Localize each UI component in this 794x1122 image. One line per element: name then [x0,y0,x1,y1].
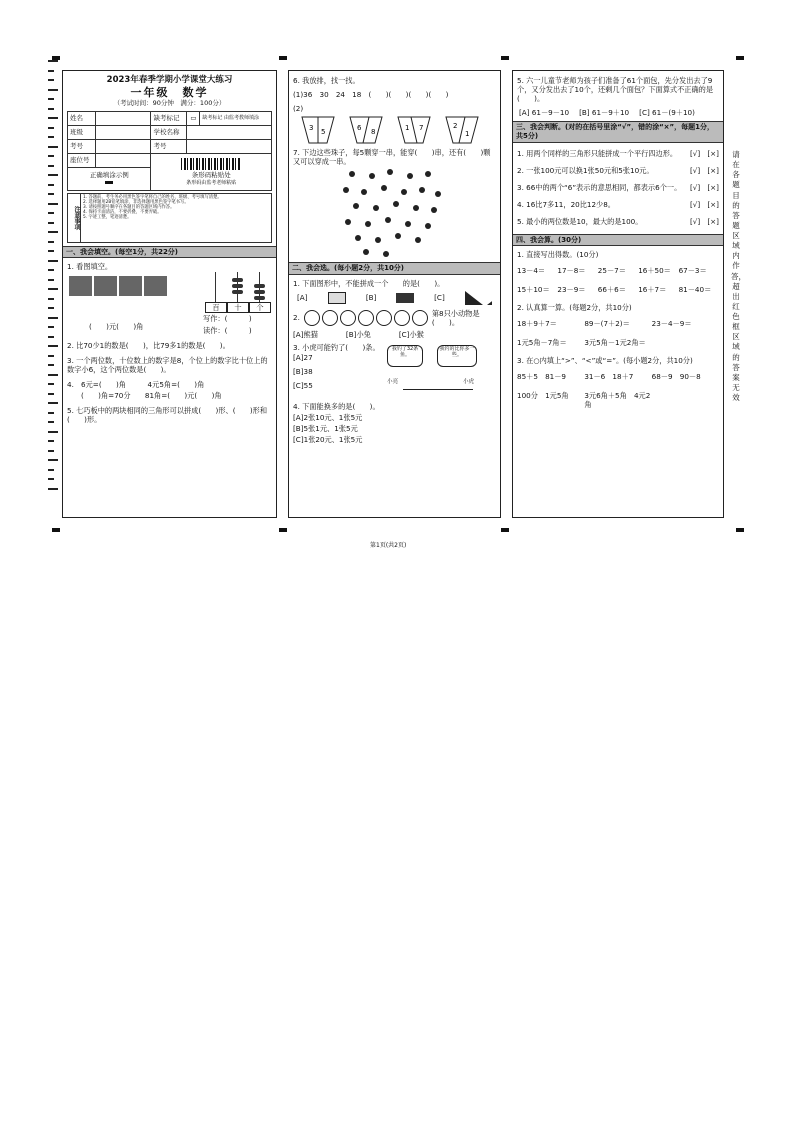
number-cards [301,116,500,144]
absent-box[interactable]: ▭ [187,111,200,125]
school-label: 学校名称 [151,125,187,139]
column-1 [62,70,277,518]
judge-marks[interactable]: [√] [×] [689,148,719,158]
column-3 [512,70,724,518]
timing-mark [48,241,54,243]
judge-text: 1. 用两个同样的三角形只能拼成一个平行四边形。 [517,148,678,158]
calc-item[interactable]: 85＋5 81－9 [517,372,567,382]
svg-text:8: 8 [371,128,376,136]
animal-icon [412,310,428,326]
calc-item[interactable]: 31－6 18＋7 [584,372,634,382]
timing-mark [48,117,58,119]
timing-mark [48,345,58,347]
timing-mark [48,421,54,423]
timing-mark [48,307,54,309]
bead [387,169,393,175]
filled-sample-icon [105,181,113,184]
answer-sheet [46,52,752,534]
calc-item[interactable]: 18＋9＋7＝ [517,319,557,329]
banknote-image [94,276,117,296]
name-xiaoliang: 小亮 [387,378,399,385]
speech-bubble-2: 我钓的比你多一些。 [437,345,477,367]
calc-item[interactable]: 16＋7＝ [638,285,667,295]
timing-mark [48,212,54,214]
option-b[interactable]: [B] [365,293,377,303]
banknote-image [69,276,92,296]
trapezoid-card [445,116,479,144]
select-3: 3. 小虎可能钓了( )条。 [293,342,380,352]
option-a4[interactable]: [A]2张10元、1张5元 [293,412,363,422]
judge-text: 4. 16比7多11，20比12少8。 [517,199,615,209]
question-1: 1. 看图填空。 [67,262,113,272]
judge-marks[interactable]: [√] [×] [689,165,719,175]
column-2 [288,70,501,518]
page-footer: 第1页(共2页) [370,542,407,549]
calc-item[interactable]: 16＋50＝ [638,266,671,276]
timing-mark [48,317,58,319]
money-answer[interactable]: ( )元( )角 [89,322,144,332]
question-4b[interactable]: ( )角=70分 81角=( )元( )角 [81,391,222,401]
timing-mark [48,288,58,290]
calc-item[interactable]: 13－4＝ [517,266,546,276]
corner-mark [501,56,509,60]
timing-mark [48,165,54,167]
option-rabbit[interactable]: [B]小兔 [345,329,371,339]
judge-marks[interactable]: [√] [×] [689,182,719,192]
svg-text:2: 2 [453,122,458,130]
question-4a[interactable]: 4. 6元=( )角 4元5角=( )角 [67,380,205,390]
timing-mark [48,136,54,138]
timing-mark [48,79,54,81]
notice-box [67,193,272,243]
timing-mark [48,127,54,129]
calc-2: 2. 认真算一算。(每题2分，共10分) [517,303,632,313]
timing-mark [48,146,58,148]
bead [435,191,441,197]
bead [393,201,399,207]
animal-icon [376,310,392,326]
timing-mark [48,412,54,414]
bead [375,237,381,243]
svg-text:7: 7 [419,124,424,132]
select-4: 4. 下面能换多的是( )。 [293,401,380,411]
calc-item[interactable]: 67－3＝ [678,266,707,276]
bread-options [519,108,717,117]
corner-mark [279,56,287,60]
question-2[interactable]: 2. 比70少1的数是( )，比79多1的数是( )。 [67,341,230,351]
bead [425,223,431,229]
timing-mark [48,231,58,233]
svg-text:3: 3 [309,124,314,132]
seal-label: 缺考标记 [151,111,187,125]
name-field[interactable] [96,111,151,125]
calc-item[interactable]: 25－7＝ [597,266,626,276]
shape-a-icon [328,292,346,304]
section-1-title: 一、我会填空。(每空1分，共22分) [63,246,276,259]
class-label: 班级 [68,125,96,139]
sample-label: 正确填涂示例 [89,170,129,179]
bead [363,249,369,255]
student-info-table [67,111,272,191]
school-field[interactable] [187,125,272,139]
corner-mark [52,528,60,532]
bead [381,185,387,191]
calc-item[interactable]: 3元6角＋5角 4元2角 [584,391,651,410]
bead [407,173,413,179]
seat-label: 座位号 [68,153,96,167]
corner-mark [279,528,287,532]
bead [345,219,351,225]
svg-text:6: 6 [357,124,362,132]
seat-field[interactable] [96,153,151,167]
bead [405,221,411,227]
exam-subject: 一年级 数学 [130,85,209,99]
timing-mark [48,326,54,328]
bead [365,221,371,227]
question-3[interactable]: 3. 一个两位数，十位数上的数字是8，个位上的数字比十位上的数字小6，这个两位数是( )。 [67,356,268,375]
timing-mark [48,174,58,176]
timing-mark [48,402,58,404]
sequence-2-label: (2) [293,104,304,113]
exam-title: 2023年春季学期小学课堂大练习 [106,75,233,85]
judge-text: 2. 一张100元可以换1张50元和5张10元。 [517,165,654,175]
trapezoid-card [349,116,383,144]
question-5[interactable]: 5. 七巧板中的两块相同的三角形可以拼成( )形、( )形和( )形。 [67,406,268,425]
timing-mark [48,70,54,72]
timing-mark [48,459,58,461]
abacus-tens: 十 [227,302,249,313]
corner-mark [501,528,509,532]
select-2-options [293,330,496,339]
calc-item[interactable]: 1元5角－7角＝ [517,338,567,348]
animal-icon [340,310,356,326]
calc-1-grid [517,266,719,294]
bead [355,235,361,241]
timing-mark [48,89,58,91]
calc-item[interactable]: 23－4－9＝ [651,319,692,329]
bead [425,171,431,177]
timing-mark [48,364,54,366]
banknote-image [119,276,142,296]
timing-mark [48,193,54,195]
abacus [205,272,271,316]
exam-no2-field[interactable] [187,139,272,153]
calc-item[interactable]: 89－(7＋2)＝ [584,319,630,329]
timing-mark [48,279,54,281]
speech-bubble-1: 我钓了32条鱼。 [387,345,423,367]
timing-marks [46,60,60,500]
calc-item[interactable]: 100分 1元5角 [517,391,569,401]
judge-row [513,164,723,177]
section-2-title: 二、我会选。(每小题2分，共10分) [289,262,500,275]
option-c5[interactable]: [C] 61－(9＋10) [639,108,695,117]
side-note: 请在各题目的答题区域内作答，超出红色框区域的答案无效 [731,150,746,402]
exam-no-field[interactable] [96,139,151,153]
bead [353,203,359,209]
animal-icon [394,310,410,326]
timing-mark [48,108,54,110]
judge-list [513,147,723,228]
judge-row [513,198,723,211]
judge-marks[interactable]: [√] [×] [689,216,719,226]
judge-text: 3. 66中的两个“6”表示的意思相同，都表示6个一。 [517,182,682,192]
banknote-image [144,276,167,296]
sequence-row[interactable]: (1)36 30 24 18 ( )( )( )( ) [293,90,449,99]
option-a5[interactable]: [A] 61－9－10 [519,108,570,117]
bead [369,173,375,179]
calc-3-grid [517,372,719,409]
trapezoid-card [301,116,335,144]
bead [395,233,401,239]
barcode-icon [181,158,241,170]
bead [431,207,437,213]
timing-mark [48,440,54,442]
svg-text:5: 5 [321,128,326,136]
timing-mark [48,469,54,471]
animal-icon [304,310,320,326]
exam-no-label: 考号 [68,139,96,153]
section-3-title: 三、我会判断。(对的在括号里涂“√”，错的涂“×”，每题1分，共5分) [513,121,723,143]
option-55[interactable]: [C]55 [293,380,313,390]
timing-mark [48,260,58,262]
timing-mark [48,184,54,186]
question-7[interactable]: 7. 下边这些珠子，每5颗穿一串，能穿( )串，还有( )颗又可以穿成一串。 [293,148,491,166]
beads-figure [339,167,500,259]
barcode-note: 条形码由监考老师粘贴 [186,179,237,186]
timing-mark [48,393,54,395]
section-4-title: 四、我会算。(30分) [513,234,723,247]
shape-b-icon [396,293,414,303]
animal-icon [358,310,374,326]
timing-mark [48,336,54,338]
animal-icon [322,310,338,326]
judge-text: 5. 最小的两位数是10，最大的是100。 [517,216,643,226]
select-1-options [297,291,492,305]
calc-1: 1. 直接写出得数。(10分) [517,250,599,260]
calc-item[interactable]: 23－9＝ [557,285,586,295]
calc-item[interactable]: 66＋6＝ [597,285,626,295]
bead [361,189,367,195]
option-b4[interactable]: [B]5张1元、1张5元 [293,423,358,433]
timing-mark [48,98,54,100]
bead [401,189,407,195]
timing-mark [48,60,58,62]
timing-mark [48,298,54,300]
bead [413,205,419,211]
bead [419,187,425,193]
question-6: 6. 我放排，找一找。 [293,76,360,85]
corner-mark [736,56,744,60]
timing-mark [48,203,58,205]
animals-row [304,310,428,326]
timing-mark [48,355,54,357]
svg-text:1: 1 [405,124,410,132]
calc-item[interactable]: 68－9 90－8 [651,372,701,382]
exam-no2-label: 考号 [151,139,187,153]
timing-mark [48,250,54,252]
option-c4[interactable]: [C]1张20元、1张5元 [293,434,363,444]
exam-info: （考试时间：90分钟 满分：100分） [113,99,226,108]
select-2-num: 2. [293,313,300,323]
abacus-write[interactable]: 写作：( ) [203,314,252,324]
option-27[interactable]: [A]27 [293,352,313,362]
bead [415,237,421,243]
option-monkey[interactable]: [C]小猴 [398,329,424,339]
calc-2-grid [517,319,719,347]
calc-3: 3. 在○内填上“>”、“<”或“=”。(每小题2分，共10分) [517,356,693,366]
judge-row [513,147,723,160]
timing-mark [48,269,54,271]
calc-item[interactable]: 15＋10＝ [517,285,550,295]
calc-item[interactable]: 81－40＝ [678,285,712,295]
select-1 [289,278,500,289]
select-2 [293,309,496,327]
timing-mark [48,488,58,490]
triangles-icon [465,291,492,305]
seal-note: 缺考标记 由监考教师填涂 [200,111,272,125]
calc-item[interactable]: 3元5角－1元2角＝ [584,338,646,348]
judge-marks[interactable]: [√] [×] [689,199,719,209]
abacus-read[interactable]: 读作：( ) [203,326,252,336]
calc-item[interactable]: 17－8＝ [557,266,586,276]
trapezoid-card [397,116,431,144]
timing-mark [48,431,58,433]
bead [385,217,391,223]
option-panda[interactable]: [A]熊猫 [293,329,318,339]
money-images [69,276,169,298]
notice-label: 注意事项 [68,194,81,242]
judge-row [513,215,723,228]
svg-text:1: 1 [465,130,470,138]
timing-mark [48,450,54,452]
bead [343,187,349,193]
select-1-text: 1. 下面图形中，不能拼成一个 的是( )。 [293,278,445,288]
select-2-tail: 第8只小动物是( )。 [431,308,480,327]
option-38[interactable]: [B]38 [293,366,313,376]
timing-mark [48,374,58,376]
timing-mark [48,222,54,224]
abacus-ones: 个 [249,302,271,313]
notice-text: 1. 答题前，考生务必用黑色签字笔将自己的姓名、班级、考号填写清楚。 2. 选择题用2B铅笔填涂，非选择题用黑色签字笔书写。 3. 请按照题号顺序在各题目的答题区域内作答。 4. 保持卡面清洁，不要折叠，不要弄破。 5. 字迹工整，笔迹清楚。 [83,194,222,221]
judge-row [513,181,723,194]
abacus-hundreds: 百 [205,302,227,313]
name-xiaohu: 小虎 [463,378,475,385]
option-c[interactable]: [C] [434,293,445,303]
name-label: 姓名 [68,111,96,125]
bead [373,205,379,211]
barcode-label: 条形码粘贴处 [191,171,231,180]
timing-mark [48,155,54,157]
class-field[interactable] [96,125,151,139]
question-bread: 5. 六一儿童节老师为孩子们准备了61个面包，先分发出去了9个，又分发出去了10个，还剩几个面包？下面算式不正确的是( )。 [517,76,714,103]
bead [349,171,355,177]
option-a[interactable]: [A] [297,293,308,303]
timing-mark [48,383,54,385]
timing-mark [48,478,54,480]
corner-mark [736,528,744,532]
option-b5[interactable]: [B] 61－9＋10 [579,108,630,117]
bead [383,251,389,257]
